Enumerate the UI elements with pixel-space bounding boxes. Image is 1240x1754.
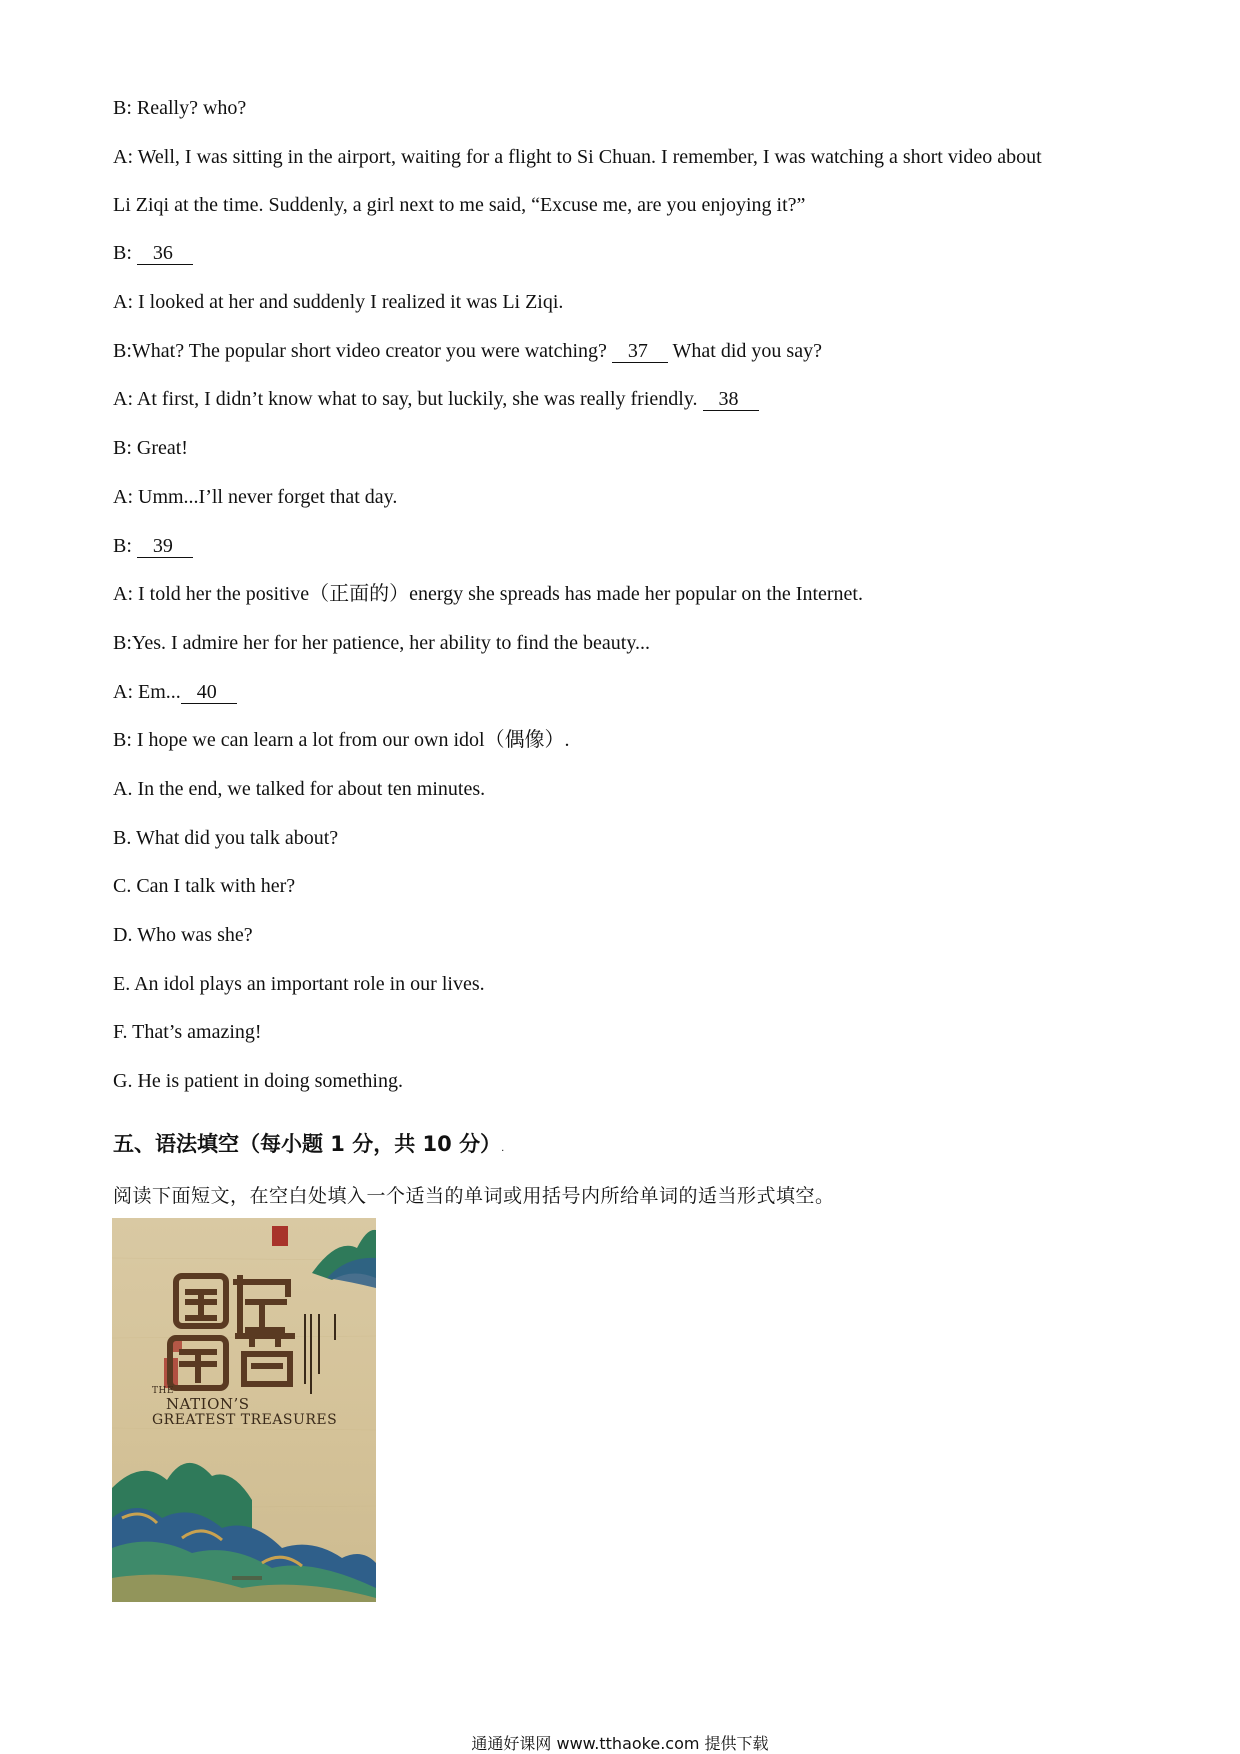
line-prefix: A: Em... — [113, 680, 181, 703]
dialogue-line-2: A: Well, I was sitting in the airport, waiting for a flight to Si Chuan. I remember, I was watching a short video about — [113, 145, 1042, 168]
dialogue-line-8: B: Great! — [113, 437, 188, 460]
blank-36: 36 — [137, 242, 193, 265]
dialogue-line-6 — [113, 339, 1143, 363]
line-suffix: What did you say? — [667, 339, 822, 362]
dialogue-line-9: A: Umm...I’ll never forget that day. — [113, 485, 398, 508]
dialogue-line-11: A: I told her the positive（正面的）energy she spreads has made her popular on the Internet. — [113, 583, 863, 606]
option-c: C. Can I talk with her? — [113, 875, 296, 898]
section-heading — [113, 1128, 504, 1158]
option-f: F. That’s amazing! — [113, 1021, 262, 1044]
dialogue-line-1: B: Really? who? — [113, 97, 247, 119]
book-cover-english-title — [152, 1386, 342, 1428]
section-heading-text: 五、语法填空（每小题 1 分，共 10 分） — [113, 1132, 502, 1156]
dialogue-line-7 — [113, 387, 1143, 411]
blank-39: 39 — [137, 535, 193, 558]
book-cover-image — [112, 1218, 376, 1602]
line-prefix: B: — [113, 242, 137, 265]
option-a: A. In the end, we talked for about ten minutes. — [113, 777, 486, 800]
line-prefix: A: At first, I didn’t know what to say, but luckily, she was really friendly. — [113, 388, 703, 411]
dialogue-line-13 — [113, 680, 1143, 704]
dialogue-line-5: A: I looked at her and suddenly I realized it was Li Ziqi. — [113, 291, 564, 314]
blank-38: 38 — [703, 388, 759, 411]
title-en-line-2: NATION’S — [166, 1395, 250, 1413]
option-d: D. Who was she? — [113, 924, 253, 946]
dialogue-line-3: Li Ziqi at the time. Suddenly, a girl next to me said, “Excuse me, are you enjoying it?” — [113, 193, 806, 216]
blank-40: 40 — [181, 681, 237, 704]
section-heading-dot: . — [501, 1143, 505, 1154]
title-en-line-3: GREATEST TREASURES — [152, 1412, 338, 1428]
option-b: B. What did you talk about? — [113, 826, 339, 849]
dialogue-line-4 — [113, 241, 1143, 265]
blank-37: 37 — [612, 340, 668, 363]
document-body — [113, 96, 1143, 1118]
dialogue-line-12: B:Yes. I admire her for her patience, her ability to find the beauty... — [113, 631, 651, 654]
option-e: E. An idol plays an important role in our lives. — [113, 972, 485, 995]
dialogue-line-10 — [113, 534, 1143, 558]
line-prefix: B: — [113, 534, 137, 557]
option-g: G. He is patient in doing something. — [113, 1070, 403, 1093]
line-prefix: B:What? The popular short video creator you were watching? — [113, 339, 612, 362]
dialogue-line-14: B: I hope we can learn a lot from our own idol（偶像）. — [113, 729, 570, 752]
title-en-line-1: THE — [152, 1386, 174, 1396]
footer-watermark: 通通好课网 www.tthaoke.com 提供下载 — [471, 1734, 769, 1753]
section-instruction: 阅读下面短文，在空白处填入一个适当的单词或用括号内所给单词的适当形式填空。 — [113, 1185, 835, 1207]
